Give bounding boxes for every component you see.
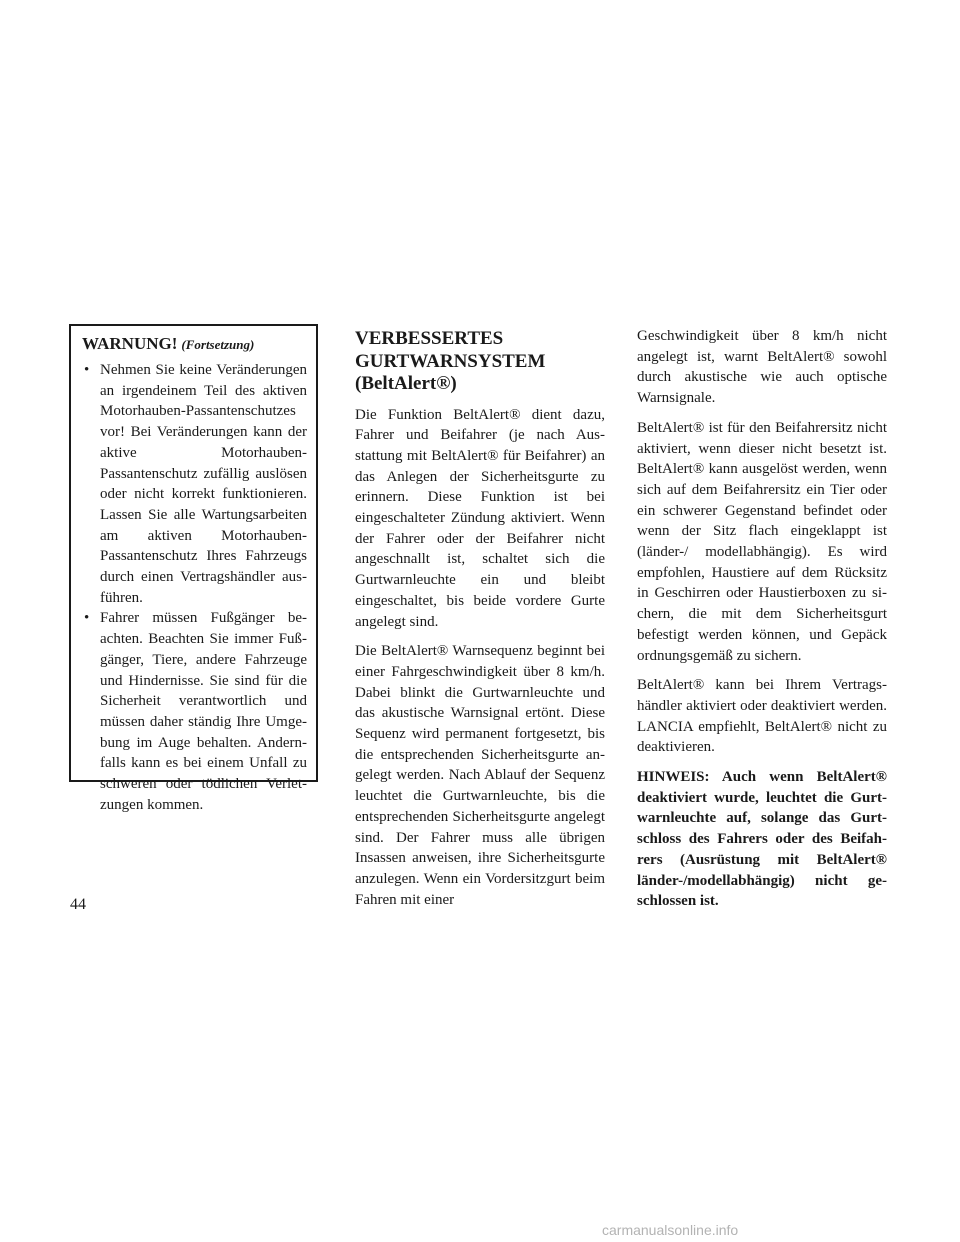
warning-list [82, 360, 307, 815]
section-heading-line: VERBESSERTES [355, 328, 504, 349]
middle-column [355, 328, 605, 919]
section-heading-line: GURTWARNSYSTEM [355, 350, 546, 372]
warning-item [82, 608, 307, 815]
warning-item-text: Fahrer müssen Fußgänger beachten. Beachten Sie immer Fußgänger, Tiere, andere Fahrzeuge und Hindernisse. Sie sind für die Sicherheit verantwortlich und müssen daher ständig Ihre Umgebung im Auge behalten. Andernfalls kann es bei einem Unfall zu schweren oder tödlichen Verletzungen kommen. [100, 610, 307, 813]
note-paragraph: HINWEIS: Auch wenn BeltAlert® deaktiviert wurde, leuchtet die Gurtwarnleuchte auf, solange das Gurtschloss des Fahrers oder des Beifahrers (Ausrüstung mit BeltAlert® länder-/modellabhängig) nicht geschlossen ist. [637, 769, 887, 910]
bullet-icon: • [84, 362, 90, 378]
right-column [637, 326, 887, 921]
paragraph: Die BeltAlert® Warnsequenz beginnt bei einer Fahrgeschwindigkeit über 8 km/h. Dabei blinkt die Gurtwarnleuchte und das akustische Warnsignal ertönt. Diese Sequenz wird permanent fortgesetzt, bis die entsprechenden Sicherheitsgurte angelegt werden. Nach Ablauf der Sequenz leuchtet die Gurtwarnleuchte, bis die entsprechenden Sicherheitsgurte angelegt sind. Der Fahrer muss alle übrigen Insassen anweisen, ihre Sicherheitsgurte anzulegen. Wenn ein Vordersitzgurt beim Fahren mit einer [355, 643, 605, 908]
warning-title [82, 334, 307, 354]
paragraph: Geschwindigkeit über 8 km/h nicht angelegt ist, warnt BeltAlert® sowohl durch akustische wie auch optische Warnsignale. [637, 328, 887, 407]
warning-title-text: WARNUNG! [82, 334, 178, 353]
bullet-icon: • [84, 610, 90, 627]
paragraph: BeltAlert® kann bei Ihrem Vertragshändler aktiviert oder deaktiviert werden. LANCIA empfiehlt, BeltAlert® nicht zu deaktivieren. [637, 677, 887, 756]
warning-item-text: Nehmen Sie keine Veränderungen an irgendeinem Teil des aktiven Motorhauben-Passantenschutzes vor! Bei Veränderungen kann der aktive Motorhauben-Passantenschutz zufällig auslösen oder nicht korrekt funktionieren. Lassen Sie alle Wartungsarbeiten am aktiven Motorhauben-Passantenschutz Ihres Fahrzeugs durch einen Vertragshändler ausführen. [100, 362, 307, 606]
section-heading-line: (BeltAlert®) [355, 373, 457, 394]
warning-item [82, 360, 307, 608]
warning-continuation: (Fortsetzung) [181, 337, 255, 352]
warning-box [69, 324, 318, 813]
section-heading [355, 328, 605, 396]
page-number: 44 [70, 896, 86, 913]
paragraph: Die Funktion BeltAlert® dient dazu, Fahrer und Beifahrer (je nach Ausstattung mit BeltAlert® für Beifahrer) an das Anlegen der Sicherheitsgurte zu erinnern. Diese Funktion ist bei eingeschalteter Zündung aktiviert. Wenn der Fahrer oder der Beifahrer nicht angeschnallt ist, schaltet sich die Gurtwarnleuchte ein und bleibt eingeschaltet, bis beide vordere Gurte angelegt sind. [355, 406, 605, 630]
watermark: carmanualsonline.info [602, 1222, 739, 1238]
paragraph: BeltAlert® ist für den Beifahrersitz nicht aktiviert, wenn dieser nicht besetzt ist. BeltAlert® kann ausgelöst werden, wenn sich auf dem Beifahrersitz ein Tier oder ein schwerer Gegenstand befindet oder wenn der Sitz flach eingeklappt ist (länder-/ modellabhängig). Es wird empfohlen, Haustiere auf dem Rücksitz in Geschirren oder Haustierboxen zu sichern, die mit dem Sicherheitsgurt befestigt werden können, und Gepäck ordnungsgemäß zu sichern. [637, 419, 887, 664]
